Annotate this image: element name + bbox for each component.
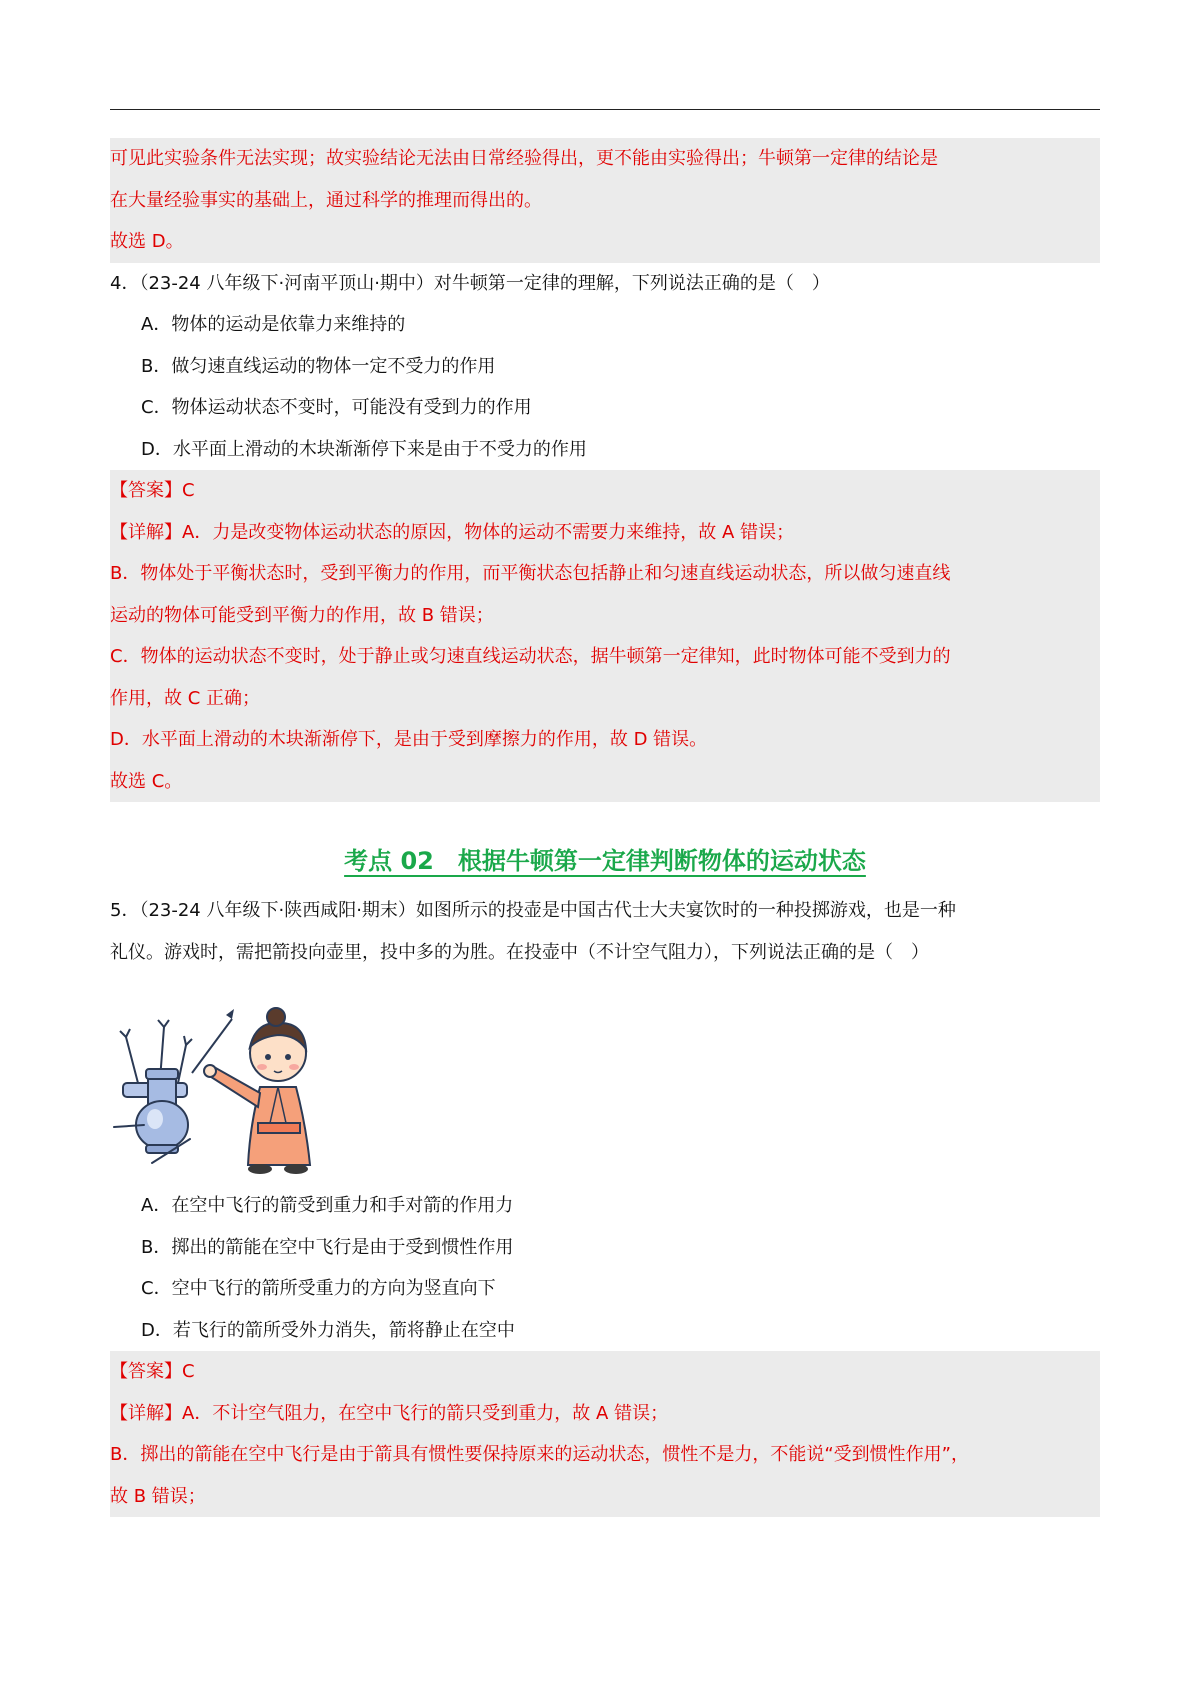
question-stem: 4．（23-24 八年级下·河南平顶山·期中）对牛顿第一定律的理解，下列说法正确的是（ ） xyxy=(110,272,830,294)
touhu-arrow-throwing-icon xyxy=(110,975,340,1180)
answer-line: B．掷出的箭能在空中飞行是由于箭具有惯性要保持原来的运动状态，惯性不是力，不能说“受到惯性作用”， xyxy=(110,1444,969,1465)
page-content xyxy=(110,138,1100,1517)
answer-line: 可见此实验条件无法实现；故实验结论无法由日常经验得出，更不能由实验得出；牛顿第一定律的结论是 xyxy=(110,148,938,169)
option-b: B．掷出的箭能在空中飞行是由于受到惯性作用 xyxy=(141,1236,514,1258)
answer-line: 故选 C。 xyxy=(110,770,183,792)
option-a: A．物体的运动是依靠力来维持的 xyxy=(141,314,406,335)
answer-line: D．水平面上滑动的木块渐渐停下，是由于受到摩擦力的作用，故 D 错误。 xyxy=(110,729,708,750)
touhu-figure xyxy=(110,973,1100,1185)
question-4 xyxy=(110,263,1100,471)
answer-line: 故 B 错误； xyxy=(110,1485,206,1507)
header-rule xyxy=(110,109,1100,110)
answer-line: 运动的物体可能受到平衡力的作用，故 B 错误； xyxy=(110,604,494,626)
answer-line: B．物体处于平衡状态时，受到平衡力的作用，而平衡状态包括静止和匀速直线运动状态，所以做匀速直线 xyxy=(110,563,951,584)
option-b: B．做匀速直线运动的物体一定不受力的作用 xyxy=(141,355,496,377)
answer-line: 故选 D。 xyxy=(110,231,184,252)
answer-line: 【详解】A．力是改变物体运动状态的原因，物体的运动不需要力来维持，故 A 错误； xyxy=(110,521,795,543)
answer-label: 【答案】C xyxy=(110,480,195,501)
q4-answer-box xyxy=(110,470,1100,802)
option-c: C．空中飞行的箭所受重力的方向为竖直向下 xyxy=(141,1278,496,1299)
option-d: D．若飞行的箭所受外力消失，箭将静止在空中 xyxy=(141,1319,515,1341)
answer-line: 【详解】A．不计空气阻力，在空中飞行的箭只受到重力，故 A 错误； xyxy=(110,1402,669,1424)
option-a: A．在空中飞行的箭受到重力和手对箭的作用力 xyxy=(141,1195,514,1216)
option-c: C．物体运动状态不变时，可能没有受到力的作用 xyxy=(141,397,532,418)
question-stem: 礼仪。游戏时，需把箭投向壶里，投中多的为胜。在投壶中（不计空气阻力），下列说法正确的是（ ） xyxy=(110,941,929,963)
answer-label: 【答案】C xyxy=(110,1361,195,1382)
answer-line: 在大量经验事实的基础上，通过科学的推理而得出的。 xyxy=(110,189,542,211)
section-title: 考点 02 根据牛顿第一定律判断物体的运动状态 xyxy=(344,847,866,875)
question-stem: 5．（23-24 八年级下·陕西咸阳·期末）如图所示的投壶是中国古代士大夫宴饮时的一种投掷游戏，也是一种 xyxy=(110,900,956,921)
option-d: D．水平面上滑动的木块渐渐停下来是由于不受力的作用 xyxy=(141,438,587,460)
carryover-answer-box xyxy=(110,138,1100,263)
question-5 xyxy=(110,890,1100,1351)
answer-line: C．物体的运动状态不变时，处于静止或匀速直线运动状态，据牛顿第一定律知，此时物体可能不受到力的 xyxy=(110,646,951,667)
q5-answer-box xyxy=(110,1351,1100,1517)
answer-line: 作用，故 C 正确； xyxy=(110,687,261,709)
